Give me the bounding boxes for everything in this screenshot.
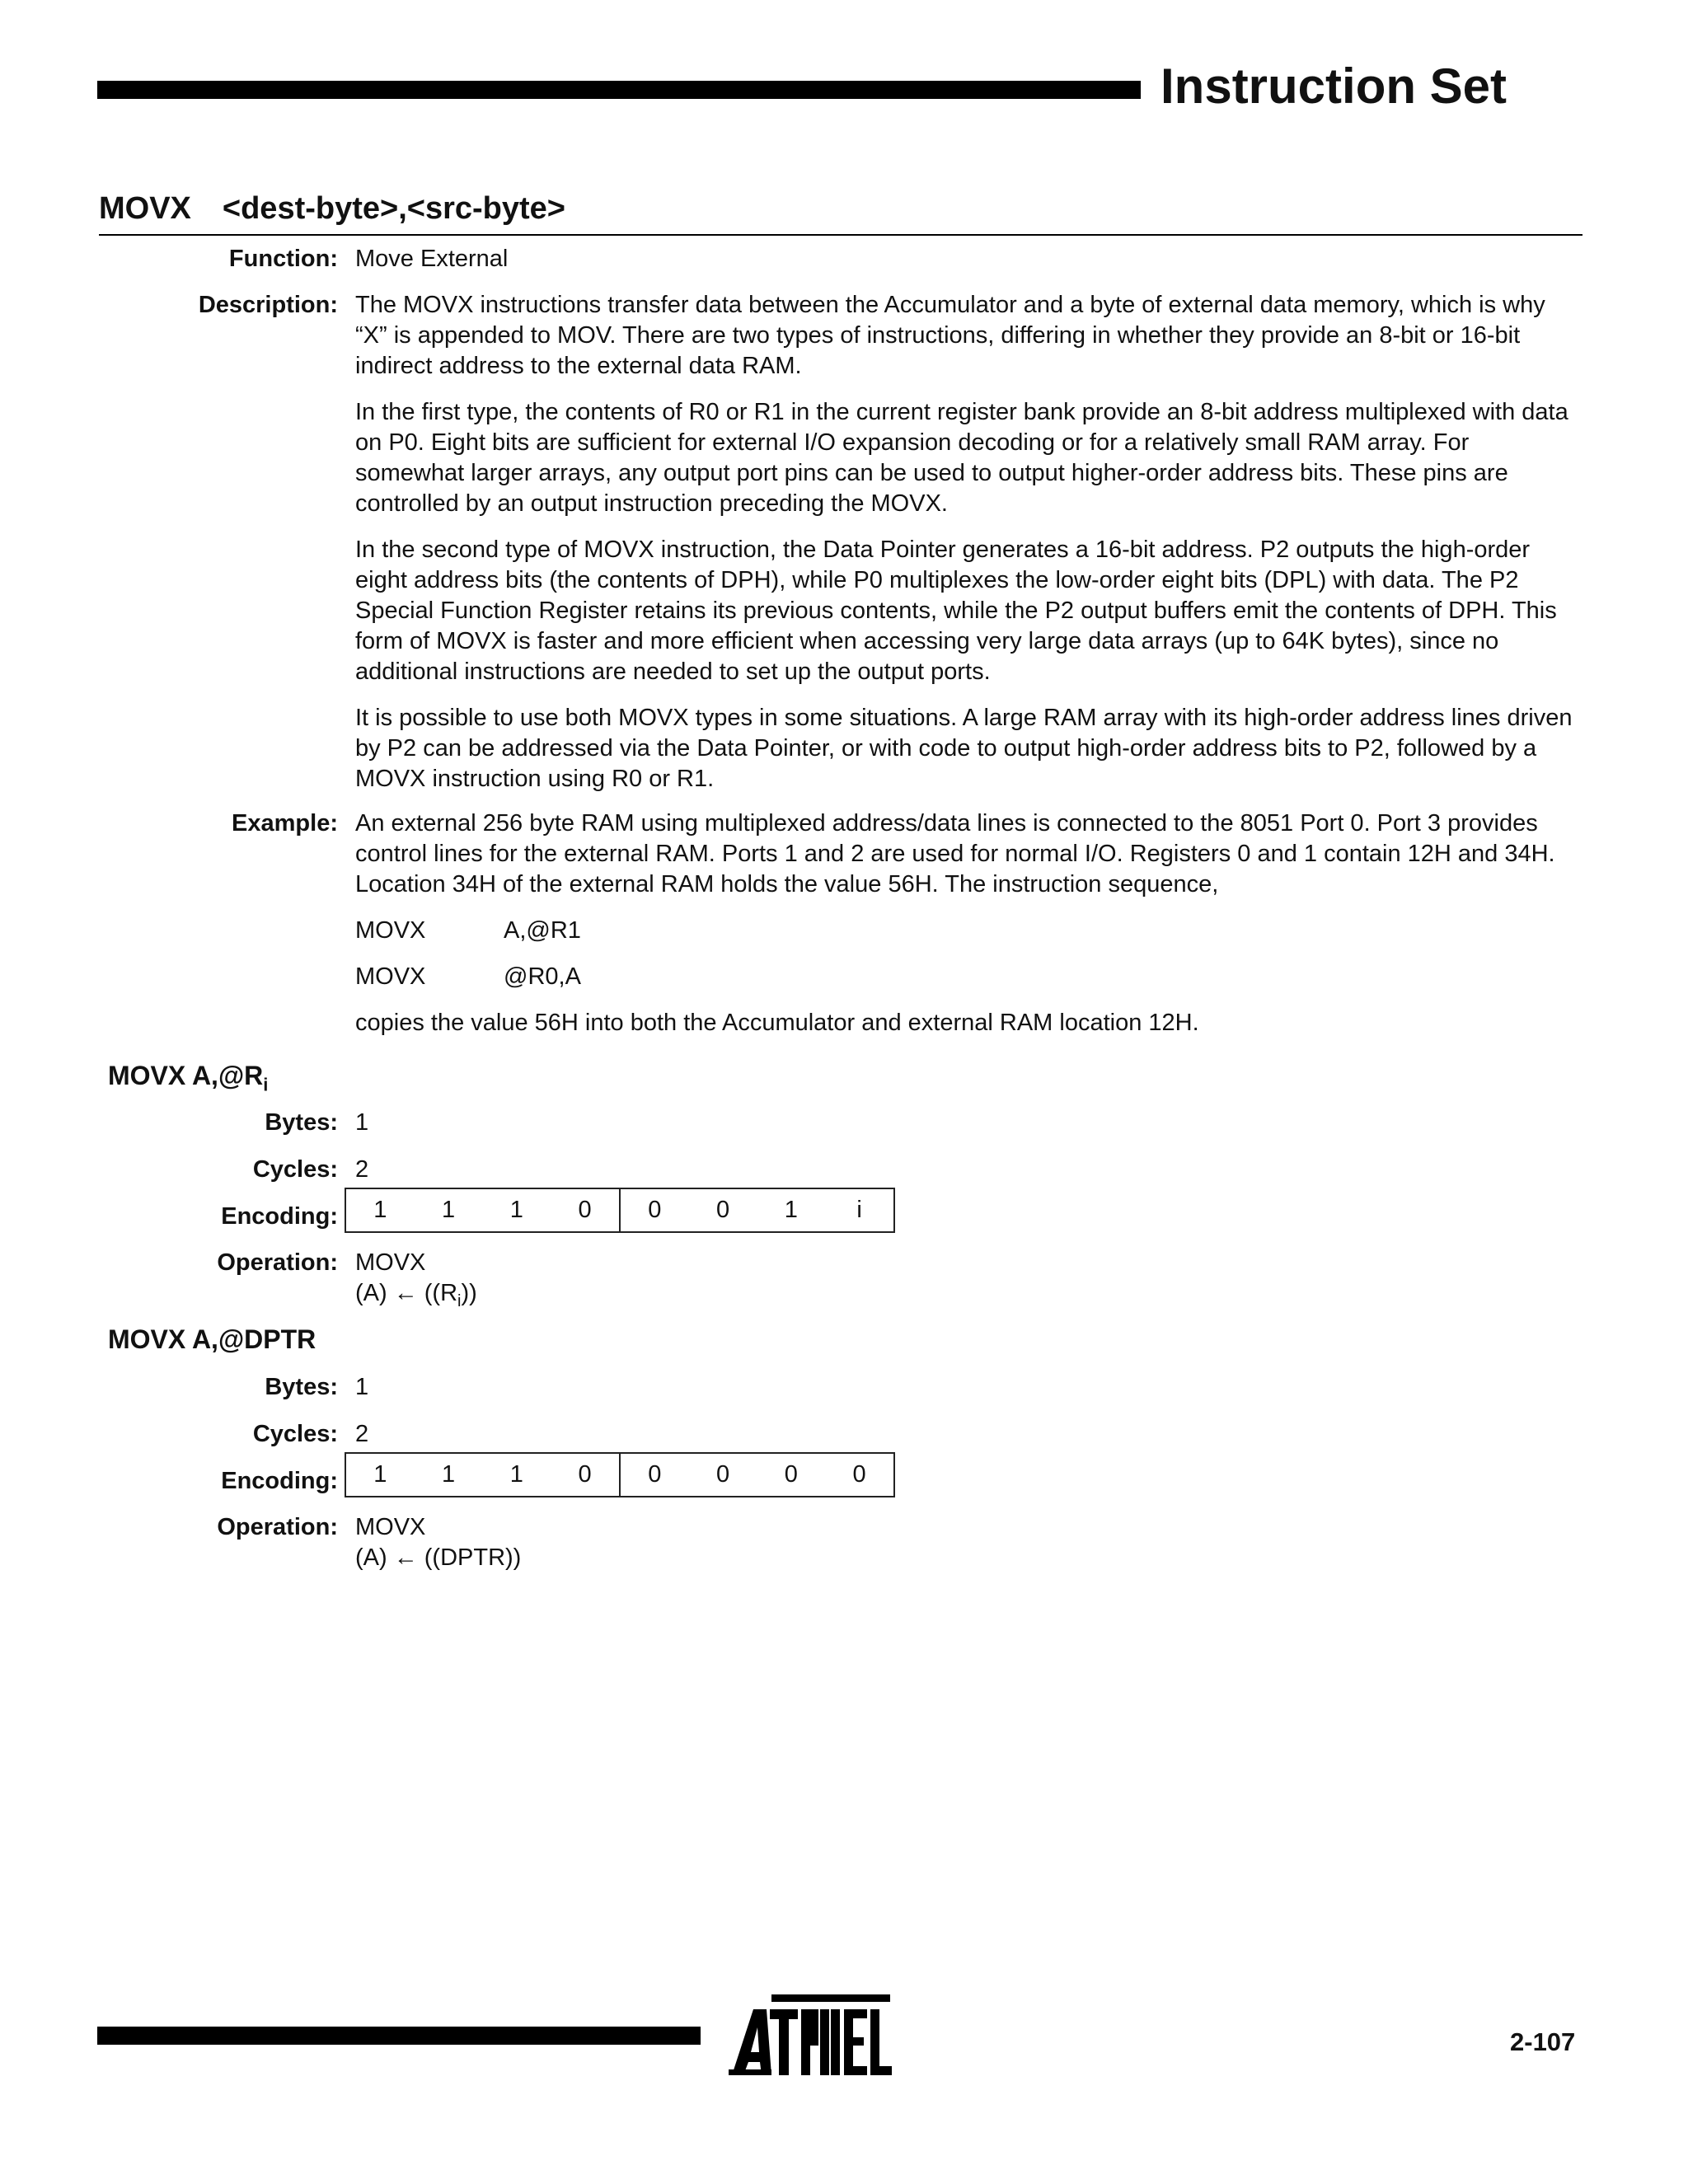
encoding-bit: 1 bbox=[509, 1461, 523, 1488]
code-line bbox=[355, 916, 1583, 946]
encoding-bit: 0 bbox=[578, 1461, 592, 1488]
operation-text bbox=[355, 1512, 1583, 1573]
atmel-logo-icon bbox=[729, 1994, 903, 2077]
encoding-bit: 0 bbox=[648, 1461, 662, 1488]
header-bar bbox=[97, 81, 1141, 99]
operation-label: Operation: bbox=[217, 1514, 338, 1540]
encoding-label: Encoding: bbox=[221, 1203, 338, 1230]
encoding-table bbox=[345, 1188, 895, 1233]
operation-subscript: i bbox=[457, 1291, 462, 1310]
code-operands: A,@R1 bbox=[504, 917, 581, 944]
code-opcode: MOVX bbox=[355, 963, 426, 990]
bytes-label: Bytes: bbox=[265, 1109, 338, 1136]
encoding-bit: 0 bbox=[784, 1461, 798, 1488]
encoding-high-nibble bbox=[346, 1454, 621, 1496]
form-title-movx-a-ri bbox=[108, 1059, 268, 1101]
encoding-bit: 0 bbox=[648, 1197, 662, 1223]
encoding-bit: 1 bbox=[509, 1197, 523, 1223]
operation-line: MOVX bbox=[355, 1249, 426, 1276]
encoding-table bbox=[345, 1452, 895, 1497]
code-opcode: MOVX bbox=[355, 917, 426, 944]
example-label: Example: bbox=[232, 810, 338, 837]
operation-expr: (A) ← ((R bbox=[355, 1280, 458, 1306]
encoding-low-nibble bbox=[621, 1189, 893, 1231]
encoding-bit: 1 bbox=[442, 1461, 456, 1488]
function-label: Function: bbox=[228, 246, 338, 272]
encoding-label: Encoding: bbox=[221, 1468, 338, 1494]
description-paragraph: It is possible to use both MOVX types in some situations. A large RAM array with its high-order address lines driven by P2 can be addressed via the Data Pointer, or with code to output high-order address bits to P2, followed by a MOVX instruction using R0 or R1. bbox=[355, 705, 1573, 792]
page-header-title: Instruction Set bbox=[1160, 59, 1507, 114]
title-rule bbox=[99, 234, 1582, 236]
operation-expr-end: )) bbox=[461, 1280, 477, 1306]
bytes-label: Bytes: bbox=[265, 1374, 338, 1400]
description-paragraph: The MOVX instructions transfer data between the Accumulator and a byte of external data memory, which is why “X” is appended to MOV. There are two types of instructions, differing in whether they provide an 8-bit or 16-bit indirect address to the external data RAM. bbox=[355, 292, 1545, 379]
cycles-value: 2 bbox=[355, 1156, 369, 1183]
description-paragraph: In the second type of MOVX instruction, the Data Pointer generates a 16-bit address. P2 outputs the high-order eight address bits (the contents of DPH), while P0 multiplexes the low-order eight bits (DPL) with data. The P2 Special Function Register retains its previous contents, while the P2 output buffers emit the contents of DPH. This form of MOVX is faster and more efficient when accessing very large data arrays (up to 64K bytes), since no additional instructions are needed to set up the output ports. bbox=[355, 537, 1557, 685]
description-label: Description: bbox=[198, 292, 338, 318]
instruction-operands: <dest-byte>,<src-byte> bbox=[222, 191, 565, 226]
atmel-logo-letters bbox=[732, 2009, 892, 2075]
atmel-logo bbox=[729, 1994, 903, 2077]
code-line bbox=[355, 962, 1583, 992]
encoding-bit: i bbox=[856, 1197, 862, 1223]
encoding-bit: 1 bbox=[442, 1197, 456, 1223]
function-text: Move External bbox=[355, 246, 509, 272]
example-body bbox=[355, 808, 1583, 1038]
instruction-mnemonic: MOVX bbox=[99, 191, 191, 226]
cycles-label: Cycles: bbox=[252, 1156, 338, 1183]
encoding-bit: 0 bbox=[852, 1461, 866, 1488]
encoding-bit: 1 bbox=[373, 1461, 387, 1488]
code-operands: @R0,A bbox=[504, 963, 581, 990]
encoding-low-nibble bbox=[621, 1454, 893, 1496]
bytes-value: 1 bbox=[355, 1374, 369, 1400]
form-title-subscript: i bbox=[263, 1074, 269, 1095]
encoding-high-nibble bbox=[346, 1189, 621, 1231]
encoding-bit: 1 bbox=[784, 1197, 798, 1223]
operation-line bbox=[355, 1278, 1583, 1317]
instruction-title bbox=[99, 188, 565, 229]
operation-line: (A) ← ((DPTR)) bbox=[355, 1544, 522, 1571]
encoding-bit: 1 bbox=[373, 1197, 387, 1223]
operation-label: Operation: bbox=[217, 1249, 338, 1276]
example-text: An external 256 byte RAM using multiplexed address/data lines is connected to the 8051 Port 0. Port 3 provides control lines for the external RAM. Ports 1 and 2 are used for normal I/O. Registers 0 and 1 contain 12H and 34H. Location 34H of the external RAM holds the value 56H. The instruction sequence, bbox=[355, 810, 1555, 898]
form-title-movx-a-dptr: MOVX A,@DPTR bbox=[108, 1324, 316, 1354]
page-number: 2-107 bbox=[1510, 2027, 1576, 2056]
encoding-bit: 0 bbox=[716, 1461, 730, 1488]
encoding-bit: 0 bbox=[716, 1197, 730, 1223]
cycles-label: Cycles: bbox=[252, 1421, 338, 1447]
operation-line: MOVX bbox=[355, 1514, 426, 1540]
example-result-text: copies the value 56H into both the Accumulator and external RAM location 12H. bbox=[355, 1010, 1199, 1036]
description-paragraph: In the first type, the contents of R0 or R1 in the current register bank provide an 8-bit address multiplexed with data on P0. Eight bits are sufficient for external I/O expansion decoding or for a relatively small RAM array. For somewhat larger arrays, any output port pins can be used to output higher-order address bits. These pins are controlled by an output instruction preceding the MOVX. bbox=[355, 399, 1568, 517]
description-body bbox=[355, 290, 1583, 794]
operation-text bbox=[355, 1248, 1583, 1317]
encoding-bit: 0 bbox=[578, 1197, 592, 1223]
cycles-value: 2 bbox=[355, 1421, 369, 1447]
bytes-value: 1 bbox=[355, 1109, 369, 1136]
form-title-text: MOVX A,@R bbox=[108, 1061, 264, 1090]
footer-bar bbox=[97, 2027, 701, 2045]
